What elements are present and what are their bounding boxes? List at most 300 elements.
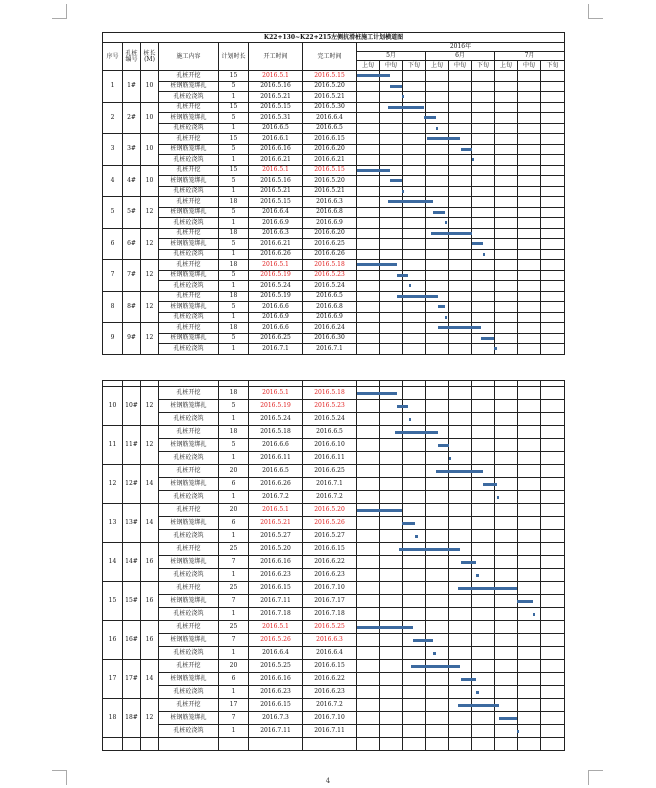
cell-timeline: [541, 155, 565, 166]
cell-timeline: [541, 228, 565, 239]
cell-content: 孔桩砼浇筑: [159, 569, 219, 582]
cell-start: 2016.5.16: [249, 176, 303, 187]
cell-pile-no: 6#: [123, 228, 141, 260]
gantt-bar: [472, 158, 474, 161]
gantt-bar: [461, 561, 477, 564]
cell-timeline: [541, 218, 565, 229]
header-end: 完工时间: [303, 43, 357, 71]
cell-timeline: [426, 725, 449, 738]
cell-timeline: [380, 712, 403, 725]
table-row: [103, 621, 565, 634]
cell-duration: 1: [219, 491, 249, 504]
cell-timeline: [518, 439, 541, 452]
cell-timeline: [472, 686, 495, 699]
cell-timeline: [449, 81, 472, 92]
cell-timeline: [357, 291, 380, 302]
cell-content: 孔桩砼浇筑: [159, 725, 219, 738]
cell-empty: [403, 738, 426, 751]
cell-timeline: [380, 725, 403, 738]
cell-seq: 7: [103, 260, 123, 292]
cell-timeline: [449, 344, 472, 355]
cell-duration: 20: [219, 504, 249, 517]
cell-start: 2016.5.21: [249, 186, 303, 197]
cell-pile-no: 12#: [123, 465, 141, 504]
cell-timeline: [426, 270, 449, 281]
table-row: [103, 634, 565, 647]
cell-content: 孔桩开挖: [159, 699, 219, 712]
cell-timeline: [357, 673, 380, 686]
cell-end: 2016.6.25: [303, 465, 357, 478]
cell-seq: 8: [103, 291, 123, 323]
cell-seq: 9: [103, 323, 123, 355]
cell-timeline: [380, 673, 403, 686]
cell-timeline: [541, 504, 565, 517]
cell-timeline: [403, 686, 426, 699]
cell-end: 2016.6.22: [303, 673, 357, 686]
cell-content: 孔桩开挖: [159, 621, 219, 634]
cell-start: 2016.6.6: [249, 302, 303, 313]
cell-timeline: [403, 260, 426, 271]
table-row: [103, 312, 565, 323]
cell-timeline: [357, 517, 380, 530]
cell-timeline: [518, 712, 541, 725]
cell-content: 桩钢筋笼绑扎: [159, 333, 219, 344]
cell-timeline: [518, 333, 541, 344]
cell-timeline: [495, 426, 518, 439]
table-row: [103, 387, 565, 400]
cell-timeline: [518, 344, 541, 355]
cell-end: 2016.6.5: [303, 123, 357, 134]
cell-timeline: [357, 556, 380, 569]
cell-timeline: [357, 608, 380, 621]
cell-timeline: [495, 81, 518, 92]
cell-timeline: [403, 323, 426, 334]
cell-start: 2016.6.6: [249, 439, 303, 452]
cell-content: 孔桩砼浇筑: [159, 491, 219, 504]
cell-timeline: [518, 725, 541, 738]
cell-timeline: [472, 207, 495, 218]
cell-start: 2016.6.16: [249, 673, 303, 686]
cell-timeline: [426, 699, 449, 712]
cell-pile-no: 8#: [123, 291, 141, 323]
cell-duration: 5: [219, 176, 249, 187]
gantt-bar: [497, 496, 499, 499]
cell-timeline: [380, 144, 403, 155]
table-row: [103, 270, 565, 281]
cell-timeline: [518, 176, 541, 187]
cell-empty: [541, 738, 565, 751]
cell-start: 2016.6.1: [249, 134, 303, 145]
cell-timeline: [472, 270, 495, 281]
cell-content: 桩钢筋笼绑扎: [159, 673, 219, 686]
cell-start: 2016.5.1: [249, 621, 303, 634]
cell-end: 2016.6.9: [303, 312, 357, 323]
cell-timeline: [495, 270, 518, 281]
table-row: [103, 113, 565, 124]
cell-timeline: [541, 281, 565, 292]
cell-timeline: [357, 113, 380, 124]
header-month: 6月: [426, 52, 495, 61]
gantt-bar: [436, 470, 483, 473]
cell-timeline: [541, 400, 565, 413]
cell-content: 桩钢筋笼绑扎: [159, 270, 219, 281]
cell-duration: 18: [219, 387, 249, 400]
cell-timeline: [380, 239, 403, 250]
cell-timeline: [426, 155, 449, 166]
cell-timeline: [403, 478, 426, 491]
cell-timeline: [449, 218, 472, 229]
cell-end: 2016.5.15: [303, 165, 357, 176]
cell-empty: [123, 738, 141, 751]
cell-start: 2016.6.6: [249, 323, 303, 334]
gantt-bar: [445, 316, 447, 319]
cell-timeline: [495, 465, 518, 478]
cell-timeline: [495, 660, 518, 673]
cell-seq: 5: [103, 197, 123, 229]
table-row: [103, 249, 565, 260]
cell-timeline: [472, 543, 495, 556]
cell-timeline: [472, 144, 495, 155]
cell-end: 2016.6.15: [303, 134, 357, 145]
cell-timeline: [541, 699, 565, 712]
cell-pile-no: 18#: [123, 699, 141, 738]
cell-timeline: [495, 71, 518, 82]
cell-timeline: [518, 102, 541, 113]
cell-timeline: [518, 673, 541, 686]
cell-timeline: [472, 504, 495, 517]
cell-timeline: [403, 71, 426, 82]
cell-content: 桩钢筋笼绑扎: [159, 176, 219, 187]
table-row: [103, 71, 565, 82]
cell-timeline: [357, 582, 380, 595]
table-row: [103, 465, 565, 478]
cell-timeline: [426, 281, 449, 292]
header-period: 下旬: [472, 61, 495, 71]
cell-timeline: [403, 491, 426, 504]
cell-pile-length: 12: [141, 426, 159, 465]
cell-timeline: [403, 155, 426, 166]
cell-timeline: [495, 176, 518, 187]
cell-pile-length: 12: [141, 291, 159, 323]
cell-empty: [495, 738, 518, 751]
cell-timeline: [403, 281, 426, 292]
cell-empty: [303, 738, 357, 751]
cell-timeline: [426, 333, 449, 344]
cell-start: 2016.5.1: [249, 165, 303, 176]
cell-timeline: [449, 517, 472, 530]
cell-timeline: [426, 144, 449, 155]
cell-timeline: [357, 144, 380, 155]
cell-end: 2016.6.21: [303, 155, 357, 166]
cell-duration: 7: [219, 712, 249, 725]
gantt-bar: [357, 74, 391, 77]
cell-duration: 5: [219, 207, 249, 218]
cell-timeline: [357, 413, 380, 426]
cell-timeline: [403, 218, 426, 229]
cell-duration: 5: [219, 333, 249, 344]
cell-timeline: [380, 155, 403, 166]
cell-timeline: [495, 344, 518, 355]
cell-end: 2016.7.18: [303, 608, 357, 621]
cell-timeline: [426, 556, 449, 569]
cell-timeline: [518, 270, 541, 281]
cell-timeline: [472, 312, 495, 323]
cell-timeline: [449, 333, 472, 344]
cell-timeline: [380, 134, 403, 145]
cell-pile-no: 10#: [123, 387, 141, 426]
cell-timeline: [426, 491, 449, 504]
cell-timeline: [449, 621, 472, 634]
cell-timeline: [495, 543, 518, 556]
cell-timeline: [495, 92, 518, 103]
cell-end: 2016.6.15: [303, 543, 357, 556]
cell-pile-length: 10: [141, 134, 159, 166]
cell-timeline: [495, 197, 518, 208]
cell-timeline: [380, 517, 403, 530]
cell-end: 2016.5.21: [303, 92, 357, 103]
cell-start: 2016.5.19: [249, 400, 303, 413]
cell-timeline: [495, 504, 518, 517]
cell-timeline: [518, 197, 541, 208]
cell-timeline: [357, 186, 380, 197]
cell-timeline: [449, 186, 472, 197]
cell-timeline: [403, 712, 426, 725]
cell-timeline: [541, 530, 565, 543]
cell-start: 2016.5.1: [249, 71, 303, 82]
cell-duration: 1: [219, 725, 249, 738]
cell-timeline: [449, 478, 472, 491]
cell-end: 2016.5.23: [303, 400, 357, 413]
cell-end: 2016.5.20: [303, 504, 357, 517]
cell-end: 2016.5.24: [303, 281, 357, 292]
cell-end: 2016.6.11: [303, 452, 357, 465]
cell-content: 孔桩开挖: [159, 387, 219, 400]
cell-timeline: [380, 113, 403, 124]
cell-timeline: [380, 218, 403, 229]
cell-timeline: [541, 312, 565, 323]
cell-end: 2016.5.15: [303, 71, 357, 82]
cell-timeline: [357, 134, 380, 145]
gantt-bar: [438, 444, 449, 447]
cell-end: 2016.7.1: [303, 478, 357, 491]
cell-pile-length: 14: [141, 660, 159, 699]
cell-seq: 14: [103, 543, 123, 582]
cell-timeline: [541, 302, 565, 313]
cell-timeline: [380, 647, 403, 660]
cell-timeline: [449, 302, 472, 313]
cell-duration: 1: [219, 281, 249, 292]
cell-start: 2016.6.15: [249, 582, 303, 595]
header-month: 5月: [357, 52, 426, 61]
cell-timeline: [518, 92, 541, 103]
cell-timeline: [495, 530, 518, 543]
cell-duration: 1: [219, 186, 249, 197]
cell-end: 2016.6.5: [303, 291, 357, 302]
cell-content: 孔桩开挖: [159, 260, 219, 271]
cell-timeline: [357, 302, 380, 313]
cell-timeline: [403, 569, 426, 582]
cell-pile-no: 5#: [123, 197, 141, 229]
cell-timeline: [426, 478, 449, 491]
cell-timeline: [541, 725, 565, 738]
cell-pile-no: 9#: [123, 323, 141, 355]
cell-timeline: [403, 647, 426, 660]
cell-timeline: [449, 686, 472, 699]
cell-timeline: [357, 530, 380, 543]
cell-pile-length: 12: [141, 387, 159, 426]
cell-timeline: [380, 569, 403, 582]
cell-timeline: [449, 439, 472, 452]
cell-content: 孔桩开挖: [159, 660, 219, 673]
cell-timeline: [495, 312, 518, 323]
cell-duration: 5: [219, 81, 249, 92]
cell-start: 2016.7.1: [249, 344, 303, 355]
cell-timeline: [426, 260, 449, 271]
table-row: [103, 144, 565, 155]
cell-timeline: [518, 504, 541, 517]
cell-timeline: [472, 413, 495, 426]
cell-timeline: [357, 207, 380, 218]
cell-start: 2016.6.21: [249, 239, 303, 250]
gantt-bar: [388, 200, 433, 203]
crop-mark: [588, 4, 603, 19]
cell-timeline: [472, 123, 495, 134]
cell-content: 桩钢筋笼绑扎: [159, 478, 219, 491]
cell-timeline: [472, 176, 495, 187]
cell-start: 2016.5.24: [249, 413, 303, 426]
cell-start: 2016.6.3: [249, 228, 303, 239]
cell-timeline: [426, 517, 449, 530]
table-row: [103, 155, 565, 166]
table-row: [103, 413, 565, 426]
cell-timeline: [495, 165, 518, 176]
cell-timeline: [380, 312, 403, 323]
gantt-bar: [433, 211, 444, 214]
cell-timeline: [472, 491, 495, 504]
cell-timeline: [495, 249, 518, 260]
cell-timeline: [403, 113, 426, 124]
cell-timeline: [426, 413, 449, 426]
cell-end: 2016.6.3: [303, 634, 357, 647]
cell-content: 桩钢筋笼绑扎: [159, 113, 219, 124]
cell-timeline: [495, 281, 518, 292]
header-period: 上旬: [426, 61, 449, 71]
cell-end: 2016.6.8: [303, 302, 357, 313]
cell-timeline: [426, 647, 449, 660]
cell-timeline: [472, 647, 495, 660]
gantt-bar: [472, 242, 483, 245]
cell-timeline: [472, 81, 495, 92]
cell-content: 孔桩砼浇筑: [159, 123, 219, 134]
cell-timeline: [495, 218, 518, 229]
cell-duration: 1: [219, 123, 249, 134]
cell-timeline: [380, 686, 403, 699]
cell-timeline: [449, 207, 472, 218]
cell-timeline: [403, 333, 426, 344]
cell-timeline: [403, 207, 426, 218]
cell-content: 孔桩开挖: [159, 228, 219, 239]
gantt-bar: [438, 326, 481, 329]
cell-start: 2016.5.24: [249, 281, 303, 292]
cell-timeline: [541, 491, 565, 504]
cell-timeline: [495, 228, 518, 239]
table-row: [103, 426, 565, 439]
cell-timeline: [380, 465, 403, 478]
cell-timeline: [403, 92, 426, 103]
cell-timeline: [495, 291, 518, 302]
cell-timeline: [495, 239, 518, 250]
cell-content: 孔桩砼浇筑: [159, 312, 219, 323]
cell-pile-no: 4#: [123, 165, 141, 197]
gantt-bar: [494, 347, 496, 350]
cell-timeline: [449, 249, 472, 260]
cell-content: 孔桩砼浇筑: [159, 92, 219, 103]
cell-timeline: [541, 660, 565, 673]
cell-content: 孔桩砼浇筑: [159, 344, 219, 355]
cell-duration: 5: [219, 439, 249, 452]
cell-end: 2016.6.10: [303, 439, 357, 452]
gantt-bar: [357, 169, 391, 172]
cell-timeline: [472, 260, 495, 271]
cell-duration: 5: [219, 270, 249, 281]
cell-duration: 1: [219, 647, 249, 660]
cell-pile-length: 12: [141, 699, 159, 738]
cell-timeline: [449, 387, 472, 400]
cell-timeline: [403, 439, 426, 452]
cell-timeline: [403, 595, 426, 608]
cell-timeline: [541, 165, 565, 176]
cell-content: 孔桩开挖: [159, 465, 219, 478]
cell-timeline: [357, 725, 380, 738]
cell-pile-no: 14#: [123, 543, 141, 582]
gantt-bar: [461, 678, 477, 681]
gantt-bar: [390, 179, 401, 182]
cell-content: 桩钢筋笼绑扎: [159, 556, 219, 569]
cell-timeline: [380, 439, 403, 452]
cell-timeline: [426, 176, 449, 187]
cell-timeline: [518, 260, 541, 271]
cell-pile-no: 2#: [123, 102, 141, 134]
cell-timeline: [403, 530, 426, 543]
cell-timeline: [541, 621, 565, 634]
cell-timeline: [518, 155, 541, 166]
cell-timeline: [541, 323, 565, 334]
cell-duration: 1: [219, 530, 249, 543]
table-row: [103, 134, 565, 145]
gantt-bar: [390, 85, 401, 88]
cell-timeline: [541, 102, 565, 113]
cell-timeline: [495, 413, 518, 426]
cell-timeline: [357, 439, 380, 452]
cell-start: 2016.7.18: [249, 608, 303, 621]
cell-timeline: [357, 647, 380, 660]
cell-seq: 12: [103, 465, 123, 504]
gantt-bar: [533, 613, 535, 616]
cell-start: 2016.5.15: [249, 197, 303, 208]
cell-timeline: [449, 113, 472, 124]
table-row: [103, 543, 565, 556]
gantt-bar: [436, 127, 438, 130]
cell-timeline: [518, 400, 541, 413]
cell-content: 孔桩开挖: [159, 134, 219, 145]
cell-timeline: [357, 452, 380, 465]
cell-content: 孔桩砼浇筑: [159, 281, 219, 292]
gantt-bar: [458, 704, 499, 707]
cell-timeline: [357, 249, 380, 260]
cell-timeline: [541, 197, 565, 208]
table-row: [103, 608, 565, 621]
cell-timeline: [518, 478, 541, 491]
